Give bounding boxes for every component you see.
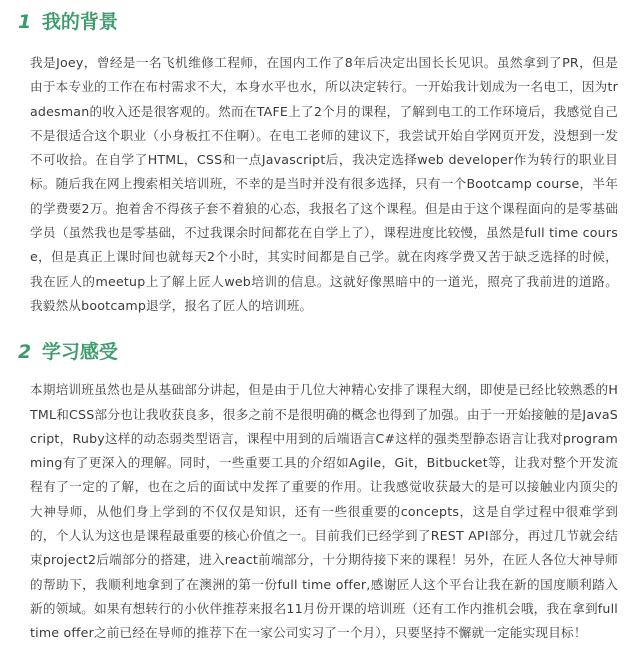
section-number: 1 <box>18 11 32 33</box>
section-heading-learning <box>18 338 618 366</box>
section-title-text: 我的背景 <box>41 11 118 33</box>
section-paragraph-learning: 本期培训班虽然也是从基础部分讲起，但是由于几位大神精心安排了课程大纲，即使是已经比较熟悉的HTML和CSS部分也让我收获良多，很多之前不是很明确的概念也得到了加强。由于一开始接触的是JavaScript，Ruby这样的动态弱类型语言，课程中用到的后端语言C#这样的强类型静态语言让我对programming有了更深入的理解。同时，一些重要工具的介绍如Agile，Git，Bitbucket等，让我对整个开发流程有了一定的了解，也在之后的面试中发挥了重要的作用。让我感觉收获最大的是可以接触业内顶尖的大神导师，从他们身上学到的不仅仅是知识，还有一些很重要的concepts，这是自学过程中很难学到的，个人认为这也是课程最重要的核心价值之一。目前我们已经学到了REST API部分，再过几节就会结束project2后端部分的搭建，进入react前端部分，十分期待接下来的课程！另外，在匠人各位大神导师的帮助下，我顺利地拿到了在澳洲的第一份full time offer,感谢匠人这个平台让我在新的国度顺利踏入新的领域。如果有想转行的小伙伴推荐来报名11月份开课的培训班（还有工作内推机会哦，我在拿到full time offer之前已经在导师的推荐下在一家公司实习了一个月），只要坚持不懈就一定能实现目标！ <box>30 382 618 641</box>
section-number: 2 <box>18 341 32 364</box>
section-title-text: 学习感受 <box>41 341 118 364</box>
section-paragraph-background: 我是Joey，曾经是一名飞机维修工程师，在国内工作了8年后决定出国长长见识。虽然拿到了PR，但是由于本专业的工作在布村需求不大，本身水平也水，所以决定转行。一开始我计划成为一名电工，因为tradesman的收入还是很客观的。然而在TAFE上了2个月的课程，了解到电工的工作环境后，我感觉自己不是很适合这个职业（小身板扛不住啊）。在电工老师的建议下，我尝试开始自学网页开发，没想到一发不可收拾。在自学了HTML，CSS和一点Javascript后，我决定选择web developer作为转行的职业目标。随后我在网上搜索相关培训班，不幸的是当时并没有很多选择，只有一个Bootcamp course，半年的学费要2万。抱着舍不得孩子套不着狼的心态，我报名了这个课程。但是由于这个课程面向的是零基础学员（虽然我也是零基础，不过我课余时间都花在自学上了），课程进度比较慢，虽然是full time course，但是真正上课时间也就每天2个小时，其实时间都是自己学。就在肉疼学费又苦于缺乏选择的时候，我在匠人的meetup上了解上匠人web培训的信息。这就好像黑暗中的一道光，照亮了我前进的道路。我毅然从bootcamp退学，报名了匠人的培训班。 <box>30 55 618 313</box>
section-heading-background <box>18 8 618 36</box>
